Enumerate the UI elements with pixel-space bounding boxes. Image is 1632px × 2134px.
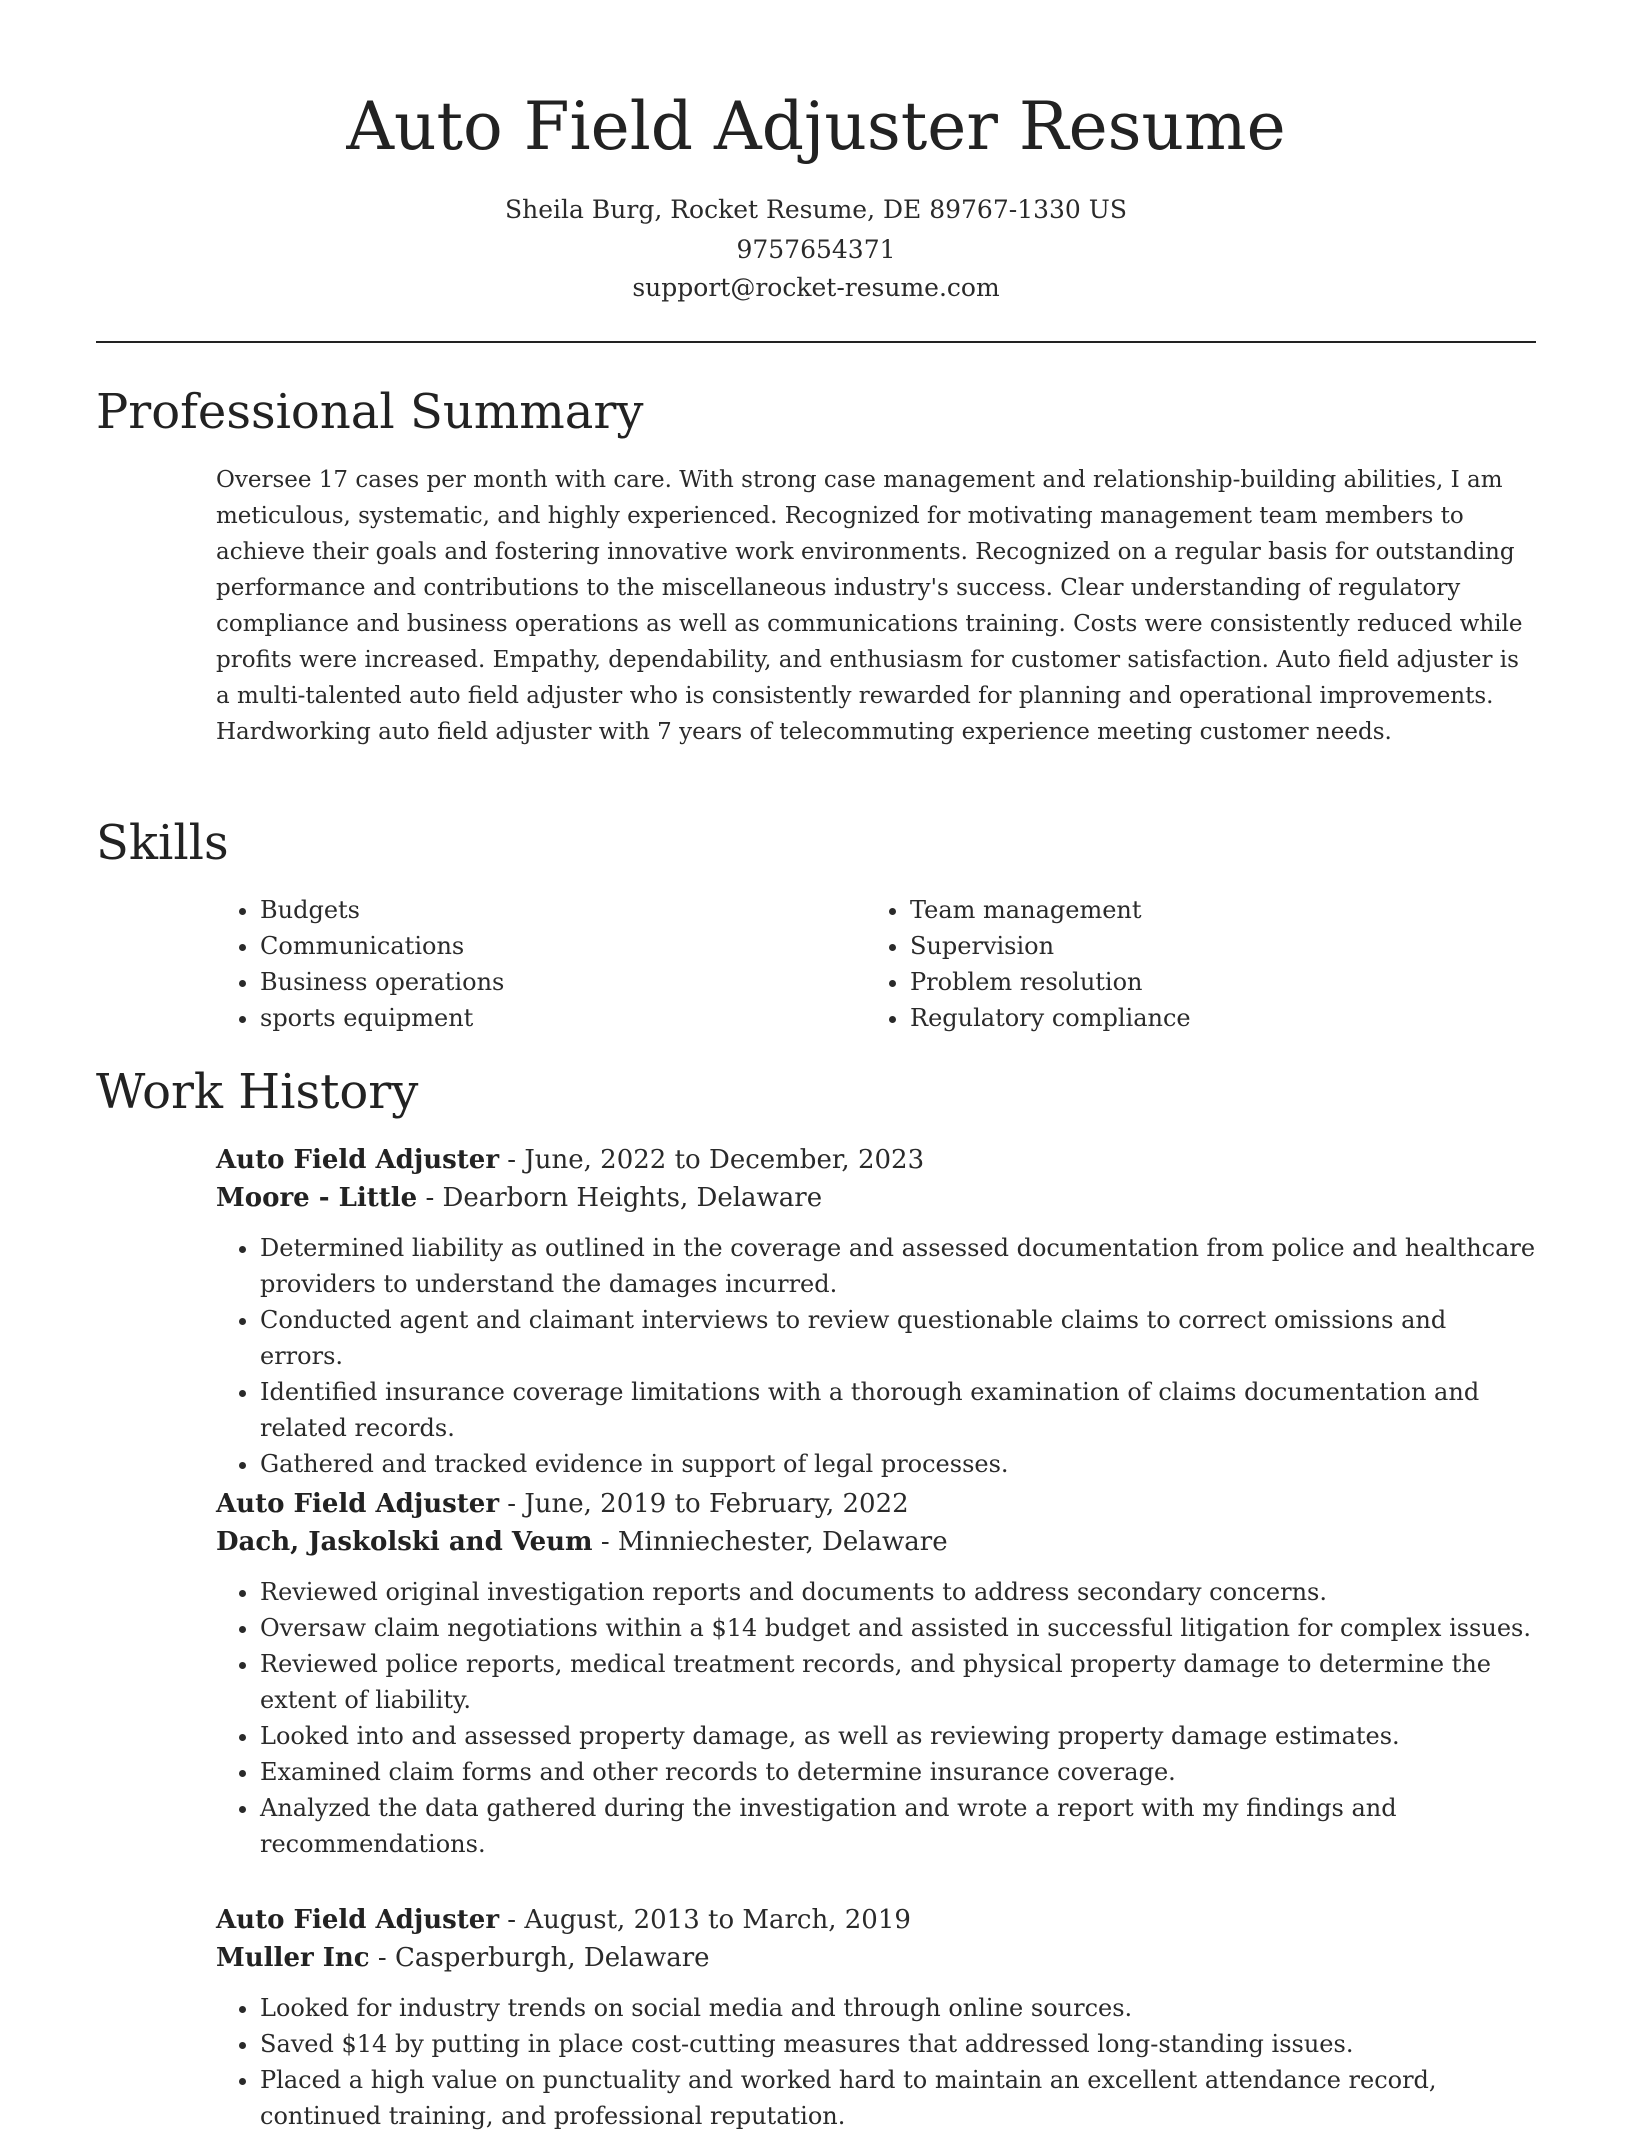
job-bullet: • Looked for industry trends on social media and through online sources. bbox=[260, 1990, 1536, 2026]
job-location: - Dearborn Heights, Delaware bbox=[417, 1183, 823, 1213]
skills-heading: Skills bbox=[96, 815, 229, 871]
job-bullet: • Gathered and tracked evidence in support of legal processes. bbox=[260, 1446, 1536, 1482]
job-title: Auto Field Adjuster bbox=[216, 1489, 500, 1519]
job-dates: - June, 2022 to December, 2023 bbox=[499, 1145, 925, 1175]
job-entry bbox=[216, 1901, 1536, 2134]
job-bullet: • Conducted agent and claimant interviews to review questionable claims to correct omissions and errors. bbox=[260, 1302, 1536, 1374]
job-bullet: • Placed a high value on punctuality and worked hard to maintain an excellent attendance record, continued training, and professional reputation. bbox=[260, 2062, 1536, 2134]
job-title: Auto Field Adjuster bbox=[216, 1145, 500, 1175]
job-bullet: • Determined liability as outlined in the coverage and assessed documentation from police and healthcare providers to understand the damages incurred. bbox=[260, 1230, 1536, 1302]
skill-item: • Supervision bbox=[910, 928, 1191, 964]
job-entry bbox=[216, 1141, 1536, 1482]
skill-item: • Budgets bbox=[260, 892, 504, 928]
contact-email: support@rocket-resume.com bbox=[632, 273, 1000, 302]
job-company: Dach, Jaskolski and Veum bbox=[216, 1527, 593, 1557]
job-bullets bbox=[216, 1990, 1536, 2134]
job-bullets bbox=[216, 1230, 1536, 1482]
job-company-line bbox=[216, 1179, 1536, 1217]
job-title: Auto Field Adjuster bbox=[216, 1905, 500, 1935]
skill-item: • sports equipment bbox=[260, 1000, 504, 1036]
job-title-line bbox=[216, 1901, 1536, 1939]
job-company-line bbox=[216, 1523, 1536, 1561]
job-dates: - August, 2013 to March, 2019 bbox=[499, 1905, 911, 1935]
resume-title: Auto Field Adjuster Resume bbox=[346, 88, 1286, 165]
skills-list-left bbox=[216, 892, 504, 1036]
job-bullet: • Examined claim forms and other records to determine insurance coverage. bbox=[260, 1754, 1536, 1790]
skill-item: • Communications bbox=[260, 928, 504, 964]
summary-text: Oversee 17 cases per month with care. With strong case management and relationship-building abilities, I am meticulous, systematic, and highly experienced. Recognized for motivating management team members to achieve their goals and fostering innovative work environments. Recognized on a regular basis for outstanding performance and contributions to the miscellaneous industry's success. Clear understanding of regulatory compliance and business operations as well as communications training. Costs were consistently reduced while profits were increased. Empathy, dependability, and enthusiasm for customer satisfaction. Auto field adjuster is a multi-talented auto field adjuster who is consistently rewarded for planning and operational improvements. Hardworking auto field adjuster with 7 years of telecommuting experience meeting customer needs. bbox=[216, 467, 1523, 745]
job-bullet: • Saved $14 by putting in place cost-cutting measures that addressed long-standing issues. bbox=[260, 2026, 1536, 2062]
job-entry bbox=[216, 1485, 1536, 1862]
contact-address: Sheila Burg, Rocket Resume, DE 89767-1330 US bbox=[505, 195, 1127, 224]
header-divider bbox=[96, 341, 1536, 343]
job-bullet: • Oversaw claim negotiations within a $14 budget and assisted in successful litigation for complex issues. bbox=[260, 1610, 1536, 1646]
skill-item: • Business operations bbox=[260, 964, 504, 1000]
skill-item: • Regulatory compliance bbox=[910, 1000, 1191, 1036]
job-bullet: • Looked into and assessed property damage, as well as reviewing property damage estimates. bbox=[260, 1718, 1536, 1754]
job-bullets bbox=[216, 1574, 1536, 1862]
job-bullet: • Reviewed original investigation reports and documents to address secondary concerns. bbox=[260, 1574, 1536, 1610]
summary-heading: Professional Summary bbox=[96, 384, 644, 440]
job-title-line bbox=[216, 1485, 1536, 1523]
work-history-heading: Work History bbox=[96, 1064, 419, 1120]
job-dates: - June, 2019 to February, 2022 bbox=[499, 1489, 909, 1519]
job-location: - Minniechester, Delaware bbox=[592, 1527, 948, 1557]
contact-phone: 9757654371 bbox=[736, 235, 896, 264]
skill-item: • Problem resolution bbox=[910, 964, 1191, 1000]
job-bullet: • Identified insurance coverage limitations with a thorough examination of claims documentation and related records. bbox=[260, 1374, 1536, 1446]
skill-item: • Team management bbox=[910, 892, 1191, 928]
job-bullet: • Analyzed the data gathered during the investigation and wrote a report with my findings and recommendations. bbox=[260, 1790, 1536, 1862]
job-bullet: • Reviewed police reports, medical treatment records, and physical property damage to determine the extent of liability. bbox=[260, 1646, 1536, 1718]
job-location: - Casperburgh, Delaware bbox=[369, 1943, 710, 1973]
skills-list-right bbox=[866, 892, 1191, 1036]
job-company-line bbox=[216, 1939, 1536, 1977]
job-title-line bbox=[216, 1141, 1536, 1179]
job-company: Muller Inc bbox=[216, 1943, 370, 1973]
job-company: Moore - Little bbox=[216, 1183, 418, 1213]
